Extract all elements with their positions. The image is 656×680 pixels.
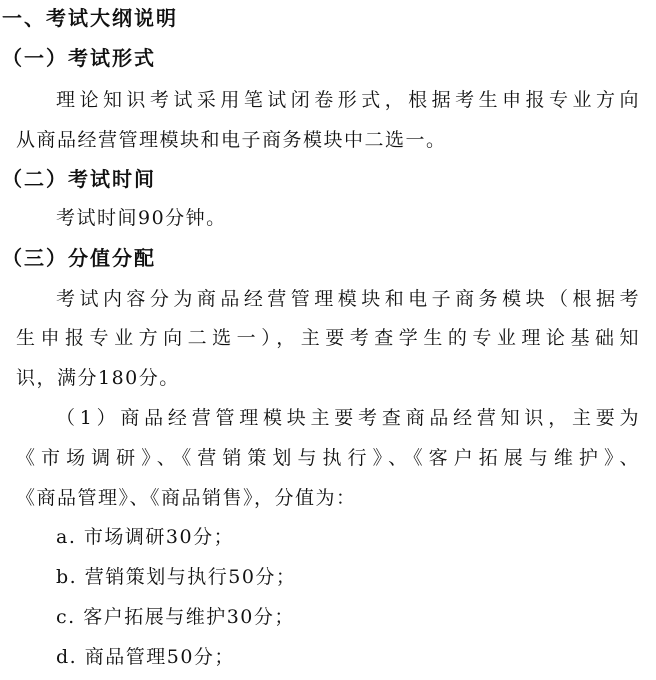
para-exam-form-line1: 理论知识考试采用笔试闭卷形式，根据考生申报专业方向 — [56, 89, 640, 111]
section-title: 一、考试大纲说明 — [2, 6, 178, 30]
para-exam-time: 考试时间90分钟。 — [56, 207, 227, 229]
para-score-line3: 识，满分180分。 — [16, 367, 180, 389]
para-exam-form-line2: 从商品经营管理模块和电子商务模块中二选一。 — [16, 129, 447, 151]
para-module-line2: 《市场调研》、《营销策划与执行》、《客户拓展与维护》、 — [16, 447, 640, 469]
list-item-b: b. 营销策划与执行50分； — [56, 566, 297, 588]
list-item-c: c. 客户拓展与维护30分； — [56, 606, 295, 628]
para-module-line1: （1）商品经营管理模块主要考查商品经营知识，主要为 — [56, 407, 640, 429]
heading-exam-time: （二）考试时间 — [2, 167, 156, 191]
para-score-line1: 考试内容分为商品经营管理模块和电子商务模块（根据考 — [56, 288, 640, 310]
para-score-line2: 生申报专业方向二选一），主要考查学生的专业理论基础知 — [16, 327, 640, 349]
heading-score-allocation: （三）分值分配 — [2, 246, 156, 270]
para-module-line3: 《商品管理》、《商品销售》，分值为： — [16, 487, 357, 509]
heading-exam-form: （一）考试形式 — [2, 46, 156, 70]
list-item-a: a. 市场调研30分； — [56, 526, 235, 548]
list-item-d: d. 商品管理50分； — [56, 646, 235, 668]
